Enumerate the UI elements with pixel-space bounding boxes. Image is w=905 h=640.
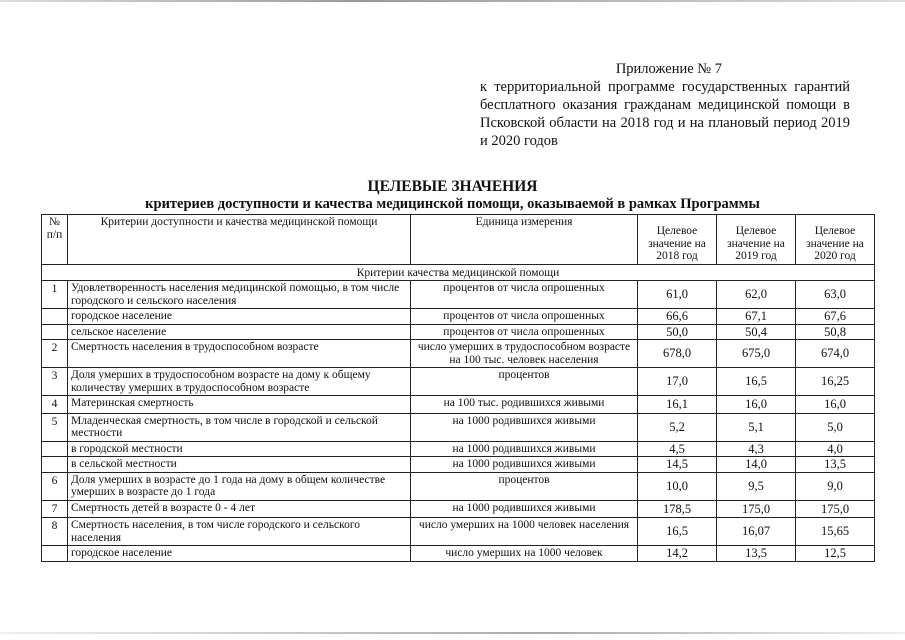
header-2020: Целевое значение на 2020 год	[796, 215, 875, 265]
row-value-2018: 10,0	[638, 472, 717, 500]
row-unit: число умерших на 1000 человек населения	[411, 518, 638, 546]
row-number: 4	[42, 396, 68, 414]
row-value-2019: 5,1	[717, 413, 796, 441]
table-row	[42, 396, 875, 414]
row-value-2020: 13,5	[796, 457, 875, 473]
row-criteria: Младенческая смертность, в том числе в городской и сельской местности	[68, 413, 411, 441]
row-value-2020: 12,5	[796, 546, 875, 562]
criteria-table	[41, 214, 875, 562]
row-number: 7	[42, 500, 68, 518]
row-unit: на 1000 родившихся живыми	[411, 457, 638, 473]
table-row	[42, 457, 875, 473]
row-value-2020: 16,25	[796, 368, 875, 396]
row-value-2019: 4,3	[717, 441, 796, 457]
row-value-2019: 16,07	[717, 518, 796, 546]
table-row	[42, 324, 875, 340]
row-number: 1	[42, 281, 68, 309]
table-row	[42, 340, 875, 368]
section-row	[42, 264, 875, 281]
row-criteria: в городской местности	[68, 441, 411, 457]
row-value-2018: 678,0	[638, 340, 717, 368]
row-criteria: сельское население	[68, 324, 411, 340]
row-unit: процентов от числа опрошенных	[411, 309, 638, 325]
row-number: 6	[42, 472, 68, 500]
row-value-2020: 674,0	[796, 340, 875, 368]
row-criteria: Смертность населения, в том числе городского и сельского населения	[68, 518, 411, 546]
row-number	[42, 309, 68, 325]
row-unit: на 1000 родившихся живыми	[411, 413, 638, 441]
row-value-2018: 5,2	[638, 413, 717, 441]
table-row	[42, 472, 875, 500]
row-unit: на 1000 родившихся живыми	[411, 500, 638, 518]
row-value-2018: 14,2	[638, 546, 717, 562]
table-row	[42, 518, 875, 546]
header-unit: Единица измерения	[411, 215, 638, 265]
row-value-2018: 17,0	[638, 368, 717, 396]
row-number: 3	[42, 368, 68, 396]
row-number	[42, 546, 68, 562]
header-2018: Целевое значение на 2018 год	[638, 215, 717, 265]
table-row	[42, 441, 875, 457]
row-value-2018: 16,1	[638, 396, 717, 414]
row-unit: число умерших на 1000 человек	[411, 546, 638, 562]
row-value-2019: 62,0	[717, 281, 796, 309]
row-number	[42, 324, 68, 340]
row-number: 8	[42, 518, 68, 546]
row-unit: на 100 тыс. родившихся живыми	[411, 396, 638, 414]
row-value-2019: 9,5	[717, 472, 796, 500]
row-value-2020: 5,0	[796, 413, 875, 441]
row-unit: процентов	[411, 472, 638, 500]
row-number: 5	[42, 413, 68, 441]
row-number	[42, 457, 68, 473]
table-row	[42, 546, 875, 562]
document-title: ЦЕЛЕВЫЕ ЗНАЧЕНИЯ	[367, 178, 538, 195]
row-value-2018: 14,5	[638, 457, 717, 473]
row-criteria: Удовлетворенность населения медицинской помощью, в том числе городского и сельского населения	[68, 281, 411, 309]
row-number	[42, 441, 68, 457]
row-value-2019: 16,0	[717, 396, 796, 414]
row-criteria: Доля умерших в возрасте до 1 года на дому в общем количестве умерших в возрасте до 1 года	[68, 472, 411, 500]
row-unit: процентов от числа опрошенных	[411, 324, 638, 340]
row-unit: процентов	[411, 368, 638, 396]
header-num: № п/п	[42, 215, 68, 265]
table-row	[42, 500, 875, 518]
table-header-row	[42, 215, 875, 265]
header-criteria: Критерии доступности и качества медицинской помощи	[68, 215, 411, 265]
scan-edge-bottom	[0, 632, 905, 634]
row-value-2020: 63,0	[796, 281, 875, 309]
row-criteria: Материнская смертность	[68, 396, 411, 414]
appendix-note	[480, 60, 850, 150]
appendix-text: к территориальной программе государственных гарантий бесплатного оказания гражданам медицинской помощи в Псковской области на 2018 год и на плановый период 2019 и 2020 годов	[480, 79, 850, 149]
row-number: 2	[42, 340, 68, 368]
row-value-2018: 50,0	[638, 324, 717, 340]
row-unit: число умерших в трудоспособном возрасте на 100 тыс. человек населения	[411, 340, 638, 368]
table-row	[42, 368, 875, 396]
row-value-2019: 14,0	[717, 457, 796, 473]
row-value-2019: 675,0	[717, 340, 796, 368]
row-value-2018: 4,5	[638, 441, 717, 457]
scan-edge-top	[0, 0, 905, 2]
row-criteria: Доля умерших в трудоспособном возрасте на дому к общему количеству умерших в трудоспособном возрасте	[68, 368, 411, 396]
row-unit: на 1000 родившихся живыми	[411, 441, 638, 457]
row-value-2020: 50,8	[796, 324, 875, 340]
row-unit: процентов от числа опрошенных	[411, 281, 638, 309]
row-value-2020: 175,0	[796, 500, 875, 518]
table-row	[42, 281, 875, 309]
row-value-2020: 16,0	[796, 396, 875, 414]
row-value-2019: 50,4	[717, 324, 796, 340]
row-value-2018: 178,5	[638, 500, 717, 518]
row-value-2018: 66,6	[638, 309, 717, 325]
row-value-2020: 67,6	[796, 309, 875, 325]
row-criteria: городское население	[68, 546, 411, 562]
row-value-2019: 175,0	[717, 500, 796, 518]
row-criteria: в сельской местности	[68, 457, 411, 473]
row-value-2019: 16,5	[717, 368, 796, 396]
row-criteria: Смертность детей в возрасте 0 - 4 лет	[68, 500, 411, 518]
row-value-2020: 15,65	[796, 518, 875, 546]
row-value-2019: 13,5	[717, 546, 796, 562]
section-label: Критерии качества медицинской помощи	[42, 264, 875, 281]
table-row	[42, 413, 875, 441]
row-value-2018: 16,5	[638, 518, 717, 546]
row-value-2018: 61,0	[638, 281, 717, 309]
document-subtitle: критериев доступности и качества медицинской помощи, оказываемой в рамках Программы	[145, 196, 760, 212]
row-criteria: городское население	[68, 309, 411, 325]
header-2019: Целевое значение на 2019 год	[717, 215, 796, 265]
appendix-title: Приложение № 7	[615, 61, 722, 77]
row-value-2019: 67,1	[717, 309, 796, 325]
row-value-2020: 4,0	[796, 441, 875, 457]
table-row	[42, 309, 875, 325]
row-criteria: Смертность населения в трудоспособном возрасте	[68, 340, 411, 368]
row-value-2020: 9,0	[796, 472, 875, 500]
